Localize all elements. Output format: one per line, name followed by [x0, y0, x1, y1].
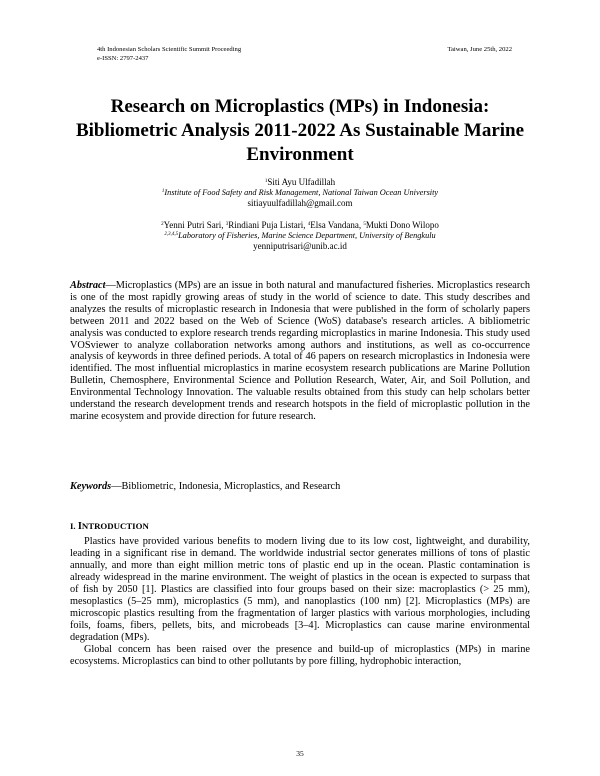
- section-numeral: I.: [70, 521, 76, 531]
- keywords-text: —Bibliometric, Indonesia, Microplastics, and Research: [111, 481, 341, 492]
- running-header-right: [447, 45, 512, 54]
- header-date: Taiwan, June 25th, 2022: [447, 46, 512, 53]
- affiliation-text: Institute of Food Safety and Risk Management, National Taiwan Ocean University: [164, 187, 439, 197]
- section-title-rest: NTRODUCTION: [81, 521, 149, 531]
- co-author-affiliation: [60, 231, 540, 242]
- author-superscript: 5: [363, 222, 366, 227]
- abstract: [70, 280, 530, 423]
- author-name-text: Siti Ayu Ulfadillah: [267, 177, 336, 187]
- issn: e-ISSN: 2797-2437: [97, 55, 149, 62]
- paper-title: Research on Microplastics (MPs) in Indonesia: Bibliometric Analysis 2011-2022 As Sustainable Marine Environment: [75, 96, 525, 165]
- author-email: sitiayuulfadillah@gmail.com: [247, 198, 353, 208]
- author-superscript: 2: [161, 222, 164, 227]
- co-author-email: yenniputrisari@unib.ac.id: [253, 241, 347, 251]
- affiliation-text: Laboratory of Fisheries, Marine Science Department, University of Bengkulu: [178, 230, 436, 240]
- author-superscript: 4: [307, 222, 311, 227]
- co-author-names: [60, 220, 540, 231]
- author-name-text: Elsa Vandana,: [310, 220, 364, 230]
- author-superscript: 3: [225, 222, 229, 227]
- introduction-body: [70, 536, 530, 668]
- paragraph: Plastics have provided various benefits to modern living due to its low cost, lightweight, and durability, leading in a significant rise in demand. The worldwide industrial sector generates millions of tons of plastic annually, and more than eight million metric tons of plastic end up in the ocean. Plastic contamination is already widespread in the marine environment. The weight of plastics in the ocean is expected to surpass that of fish by 2050 [1]. Plastics are classified into four groups based on their size: macroplastics (> 25 mm), mesoplastics (5–25 mm), microplastics (5 mm), and nanoplastics (100 nm) [2]. Microplastics (MPs) are microscopic plastics resulting from the fragmentation of larger plastics with various morphologies, including foils, foams, fibers, pellets, bits, and microbeads [3–4]. Microplastics can cause marine environmental degradation (MPs).: [70, 536, 530, 643]
- author-affiliation: [60, 188, 540, 199]
- author-name-text: Yenni Putri Sari,: [163, 220, 226, 230]
- page-number: 35: [296, 749, 304, 758]
- abstract-label: Abstract: [70, 280, 106, 291]
- author-superscript: 1: [264, 179, 268, 184]
- author-name-text: Mukti Dono Wilopo: [365, 220, 439, 230]
- keywords-label: Keywords: [70, 481, 112, 492]
- author-name: [60, 177, 540, 188]
- author-block-1: [60, 177, 540, 209]
- affiliation-superscript: 1: [161, 188, 165, 194]
- paragraph: Global concern has been raised over the presence and build-up of microplastics (MPs) in marine ecosystems. Microplastics can bind to other pollutants by pore filling, hydrophobic interaction,: [70, 644, 530, 667]
- keywords: [70, 481, 530, 493]
- abstract-text: —Microplastics (MPs) are an issue in both natural and manufactured fisheries. Microplastics research is one of the most rapidly growing areas of study in the world of science to date. This study describes and analyzes the results of microplastic research in Indonesia that were published in the form of scholarly papers between 2011 and 2022 based on the Web of Science (WoS) database's research articles. A bibliometric analysis was conducted to explore research trends regarding microplastics in marine Indonesia. This study used VOSviewer to analyze collaboration networks among authors and institutions, as well as co-occurrence analysis of keywords in three defined periods. A total of 46 papers on research microplastics in Indonesia were identified. The most influential microplastics in marine ecosystem research publications are Marine Pollution Bulletin, Chemosphere, Environmental Science and Pollution Research, Water, Air, and Soil Pollution, and Environmental Technology Innovation. The valuable results obtained from this study can help scholars better understand the research development trends and research hotspots in the field of microplastic pollution in the marine ecosystem and provide direction for future research.: [70, 280, 530, 422]
- author-name-text: Rindiani Puja Listari,: [228, 220, 308, 230]
- affiliation-superscript: 2,3,4,5: [164, 231, 179, 237]
- author-block-2: [60, 220, 540, 252]
- proceeding-name: 4th Indonesian Scholars Scientific Summit Proceeding: [97, 46, 242, 53]
- running-header-left: [97, 45, 241, 63]
- section-initial: I: [77, 521, 82, 532]
- section-heading-introduction: [70, 520, 149, 533]
